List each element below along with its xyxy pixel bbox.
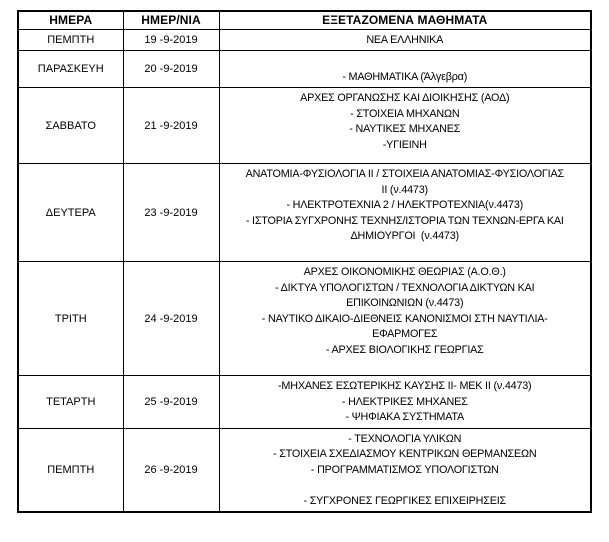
subjects-cell (219, 262, 591, 376)
date-cell: 20 -9-2019 (123, 51, 219, 88)
day-cell: ΤΡΙΤΗ (18, 262, 123, 376)
subject-line: - ΤΕΧΝΟΛΟΓΙΑ ΥΛΙΚΩΝ (348, 432, 462, 445)
header-row (18, 11, 591, 29)
header-cell-subjects: ΕΞΕΤΑΖΟΜΕΝΑ ΜΑΘΗΜΑΤΑ (219, 11, 591, 29)
table-row (18, 428, 591, 512)
subject-line: - ΣΤΟΙΧΕΙΑ ΜΗΧΑΝΩΝ (350, 107, 460, 120)
subject-line: - ΙΣΤΟΡΙΑ ΣΥΓΧΡΟΝΗΣ ΤΕΧΝΗΣ/ΙΣΤΟΡΙΑ ΤΩΝ ΤΕΧΝΩΝ-ΕΡΓΑ ΚΑΙ (245, 214, 564, 227)
subject-line: - ΔΙΚΤΥΑ ΥΠΟΛΟΓΙΣΤΩΝ / ΤΕΧΝΟΛΟΓΙΑ ΔΙΚΤΥΩΝ ΚΑΙ (275, 281, 535, 294)
exam-schedule-table (17, 10, 592, 513)
date-cell: 21 -9-2019 (123, 88, 219, 164)
subject-line: -ΜΗΧΑΝΕΣ ΕΣΩΤΕΡΙΚΗΣ ΚΑΥΣΗΣ ΙΙ- ΜΕΚ ΙΙ (ν.4473) (278, 380, 532, 392)
subject-line: - ΗΛΕΚΤΡΙΚΕΣ ΜΗΧΑΝΕΣ (341, 395, 468, 408)
table-row (18, 262, 591, 376)
date-cell: 26 -9-2019 (123, 428, 219, 512)
table-row (18, 51, 591, 88)
day-cell: ΠΑΡΑΣΚΕΥΗ (18, 51, 123, 88)
subject-line: - ΝΑΥΤΙΚΟ ΔΙΚΑΙΟ-ΔΙΕΘΝΕΙΣ ΚΑΝΟΝΙΣΜΟΙ ΣΤΗ ΝΑΥΤΙΛΙΑ- (261, 312, 548, 325)
day-cell: ΠΕΜΠΤΗ (18, 428, 123, 512)
subjects-cell (219, 88, 591, 164)
subject-line: - ΜΑΘΗΜΑΤΙΚΑ (Άλγεβρα) (342, 70, 468, 83)
date-cell: 23 -9-2019 (123, 164, 219, 262)
subjects-cell (219, 29, 591, 51)
subject-line (224, 478, 587, 494)
subject-line: - ΗΛΕΚΤΡΟΤΕΧΝΙΑ 2 / ΗΛΕΚΤΡΟΤΕΧΝΙΑ(ν.4473) (286, 199, 524, 211)
subjects-cell (219, 428, 591, 512)
subjects-cell (219, 51, 591, 88)
subject-line: -ΥΓΙΕΙΝΗ (382, 138, 427, 151)
subject-line: - ΨΗΦΙΑΚΑ ΣΥΣΤΗΜΑΤΑ (345, 411, 465, 423)
date-cell: 24 -9-2019 (123, 262, 219, 376)
subject-line: - ΠΡΟΓΡΑΜΜΑΤΙΣΜΟΣ ΥΠΟΛΟΓΙΣΤΩΝ (310, 463, 499, 476)
table-row (18, 29, 591, 51)
header-cell-day: ΗΜΕΡΑ (18, 11, 123, 29)
subject-line: ΝΕΑ ΕΛΛΗΝΙΚΑ (366, 33, 444, 46)
subject-line: ΑΝΑΤΟΜΙΑ-ΦΥΣΙΟΛΟΓΙΑ ΙΙ / ΣΤΟΙΧΕΙΑ ΑΝΑΤΟΜΙΑΣ-ΦΥΣΙΟΛΟΓΙΑΣ (245, 168, 564, 180)
date-cell: 19 -9-2019 (123, 29, 219, 51)
day-cell: ΔΕΥΤΕΡΑ (18, 164, 123, 262)
table-row (18, 164, 591, 262)
table-row (18, 376, 591, 429)
subject-line: - ΣΥΓΧΡΟΝΕΣ ΓΕΩΡΓΙΚΕΣ ΕΠΙΧΕΙΡΗΣΕΙΣ (303, 494, 506, 507)
subject-line: ΑΡΧΕΣ ΟΙΚΟΝΟΜΙΚΗΣ ΘΕΩΡΙΑΣ (Α.Ο.Θ.) (303, 266, 506, 278)
table-row (18, 88, 591, 164)
subject-line: ΑΡΧΕΣ ΟΡΓΑΝΩΣΗΣ ΚΑΙ ΔΙΟΙΚΗΣΗΣ (ΑΟΔ) (300, 92, 510, 104)
subject-line: ΔΗΜΙΟΥΡΓΟΙ (ν.4473) (350, 230, 459, 242)
subject-line: - ΣΤΟΙΧΕΙΑ ΣΧΕΔΙΑΣΜΟΥ ΚΕΝΤΡΙΚΩΝ ΘΕΡΜΑΝΣΕΩΝ (273, 448, 537, 460)
subject-line: - ΝΑΥΤΙΚΕΣ ΜΗΧΑΝΕΣ (349, 123, 461, 135)
subject-line: ΙΙ (ν.4473) (381, 183, 428, 196)
subjects-cell (219, 164, 591, 262)
subject-line: ΕΦΑΡΜΟΓΕΣ (372, 328, 438, 340)
subjects-cell (219, 376, 591, 429)
day-cell: ΣΑΒΒΑΤΟ (18, 88, 123, 164)
day-cell: ΠΕΜΠΤΗ (18, 29, 123, 51)
header-cell-date: ΗΜΕΡ/ΝΙΑ (123, 11, 219, 29)
subject-line: ΕΠΙΚΟΙΝΩΝΙΩΝ (ν.4473) (346, 297, 464, 309)
day-cell: ΤΕΤΑΡΤΗ (18, 376, 123, 429)
subject-line (224, 54, 587, 70)
date-cell: 25 -9-2019 (123, 376, 219, 429)
subject-line: - ΑΡΧΕΣ ΒΙΟΛΟΓΙΚΗΣ ΓΕΩΡΓΙΑΣ (325, 343, 484, 356)
